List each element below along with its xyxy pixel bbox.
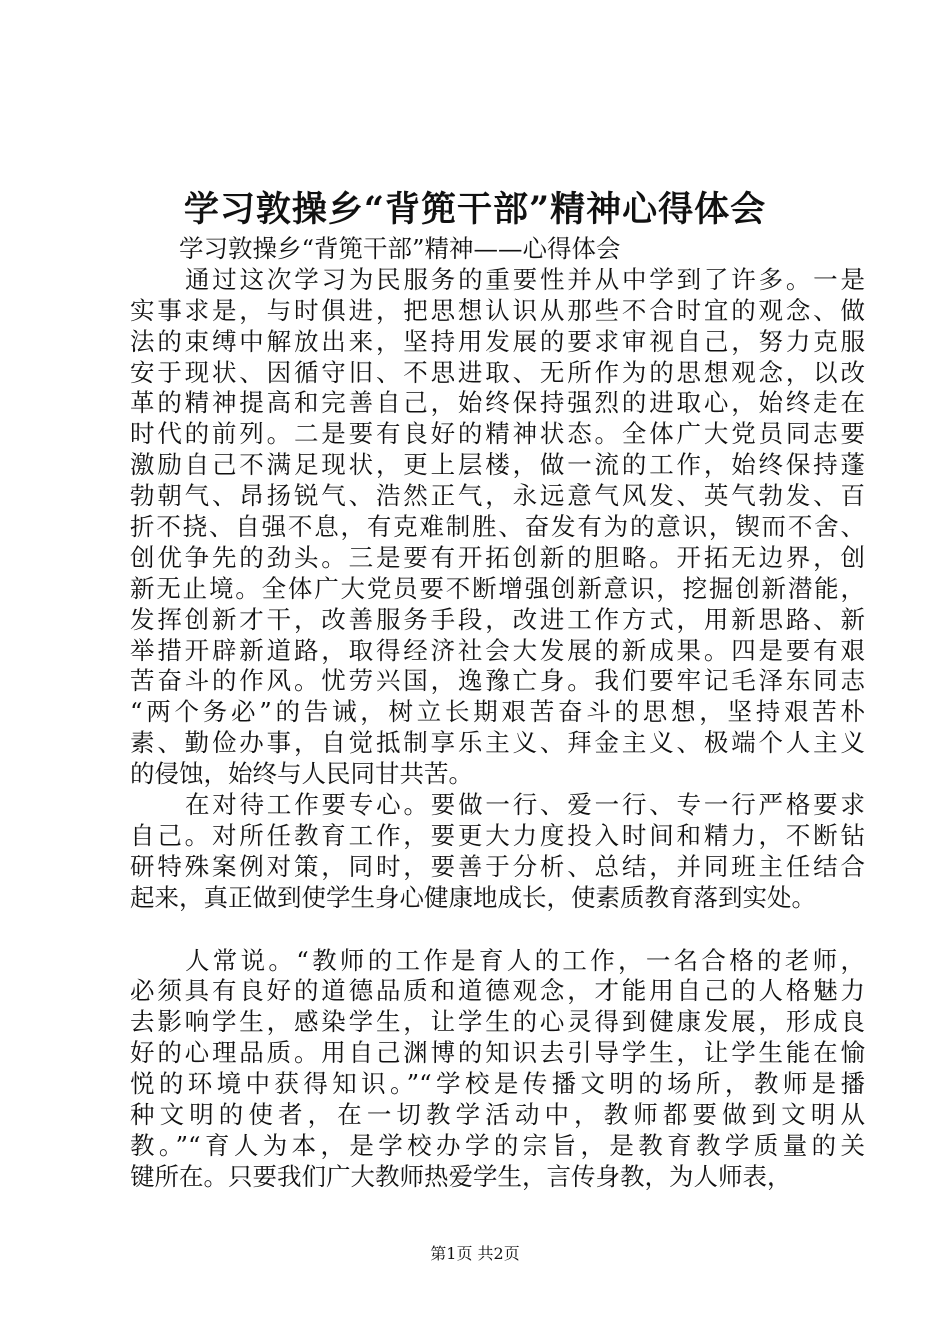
text-line: 革的精神提高和完善自己，始终保持强烈的进取心，始终走在 bbox=[130, 388, 865, 418]
document-title: 学习敦操乡“背篼干部”精神心得体会 bbox=[183, 189, 767, 230]
page-footer: 第1页 共2页 bbox=[430, 1244, 520, 1263]
text-line: 在对待工作要专心。要做一行、爱一行、专一行严格要求 bbox=[185, 790, 865, 820]
text-line: 发挥创新才干，改善服务手段，改进工作方式，用新思路、新 bbox=[130, 604, 865, 634]
text-line: 学习敦操乡“背篼干部”精神——心得体会 bbox=[179, 234, 621, 263]
text-line: 法的束缚中解放出来，坚持用发展的要求审视自己，努力克服 bbox=[130, 326, 865, 356]
text-line: 起来，真正做到使学生身心健康地成长，使素质教育落到实处。 bbox=[130, 882, 816, 912]
text-line: 种文明的使者，在一切教学活动中，教师都要做到文明从 bbox=[130, 1100, 865, 1130]
text-line: 激励自己不满足现状，更上层楼，做一流的工作，始终保持蓬 bbox=[130, 450, 865, 480]
text-line: 实事求是，与时俱进，把思想认识从那些不合时宜的观念、做 bbox=[130, 295, 865, 325]
text-line: 人常说。“教师的工作是育人的工作，一名合格的老师， bbox=[185, 945, 865, 975]
text-line: 举措开辟新道路，取得经济社会大发展的新成果。四是要有艰 bbox=[130, 635, 865, 665]
text-line: 必须具有良好的道德品质和道德观念，才能用自己的人格魅力 bbox=[130, 976, 865, 1006]
text-line: 去影响学生，感染学生，让学生的心灵得到健康发展，形成良 bbox=[130, 1007, 865, 1037]
paragraph bbox=[130, 234, 865, 265]
text-line: “两个务必”的告诫，树立长期艰苦奋斗的思想，坚持艰苦朴 bbox=[130, 697, 865, 727]
text-line: 折不挠、自强不息，有克难制胜、奋发有为的意识，锲而不舍、 bbox=[130, 512, 865, 542]
text-line: 新无止境。全体广大党员要不断增强创新意识，挖掘创新潜能， bbox=[130, 573, 865, 603]
paragraph bbox=[130, 946, 865, 1193]
text-line: 键所在。只要我们广大教师热爱学生，言传身教，为人师表， bbox=[130, 1161, 792, 1191]
text-line: 自己。对所任教育工作，要更大力度投入时间和精力，不断钻 bbox=[130, 820, 865, 850]
text-line: 研特殊案例对策，同时，要善于分析、总结，并同班主任结合 bbox=[130, 851, 865, 881]
text-line: 勃朝气、昂扬锐气、浩然正气，永远意气风发、英气勃发、百 bbox=[130, 481, 865, 511]
paragraph bbox=[130, 790, 865, 914]
paragraph bbox=[130, 265, 865, 790]
text-line: 的侵蚀，始终与人民同甘共苦。 bbox=[130, 759, 473, 789]
text-line: 悦的环境中获得知识。”“学校是传播文明的场所，教师是播 bbox=[130, 1069, 865, 1099]
text-line: 通过这次学习为民服务的重要性并从中学到了许多。一是 bbox=[185, 264, 865, 294]
text-line: 苦奋斗的作风。忧劳兴国，逸豫亡身。我们要牢记毛泽东同志 bbox=[130, 666, 865, 696]
paragraph-gap bbox=[130, 914, 865, 946]
document-body bbox=[130, 234, 865, 1193]
text-line: 安于现状、因循守旧、不思进取、无所作为的思想观念，以改 bbox=[130, 357, 865, 387]
text-line: 教。”“育人为本，是学校办学的宗旨，是教育教学质量的关 bbox=[130, 1130, 865, 1160]
text-line: 时代的前列。二是要有良好的精神状态。全体广大党员同志要 bbox=[130, 419, 865, 449]
text-line: 好的心理品质。用自己渊博的知识去引导学生，让学生能在愉 bbox=[130, 1038, 865, 1068]
text-line: 素、勤俭办事，自觉抵制享乐主义、拜金主义、极端个人主义 bbox=[130, 728, 865, 758]
text-line: 创优争先的劲头。三是要有开拓创新的胆略。开拓无边界，创 bbox=[130, 542, 865, 572]
